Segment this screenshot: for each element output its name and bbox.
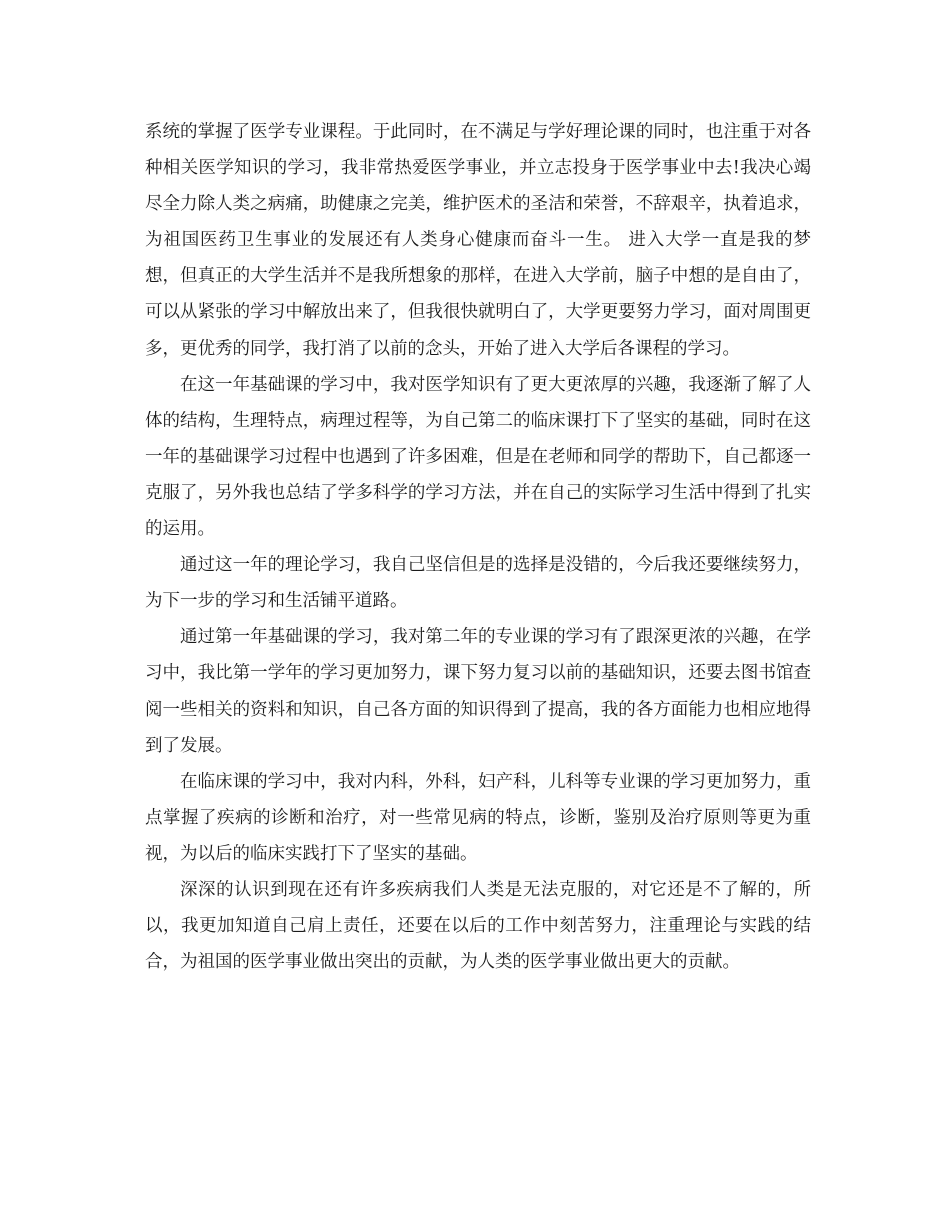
paragraph-2: 在这一年基础课的学习中，我对医学知识有了更大更浓厚的兴趣，我逐渐了解了人体的结构，生理特点，病理过程等，为自己第二的临床课打下了坚实的基础，同时在这一年的基础课学习过程中也遇到了许多困难，但是在老师和同学的帮助下，自己都逐一克服了，另外我也总结了学多科学的学习方法，并在自己的实际学习生活中得到了扎实的运用。 [145,374,811,540]
document-body [145,114,811,980]
paragraph-1: 系统的掌握了医学专业课程。于此同时，在不满足与学好理论课的同时，也注重于对各种相关医学知识的学习，我非常热爱医学事业，并立志投身于医学事业中去!我决心竭尽全力除人类之病痛，助健康之完美，维护医术的圣洁和荣誉，不辞艰辛，执着追求，为祖国医药卫生事业的发展还有人类身心健康而奋斗一生。 进入大学一直是我的梦想，但真正的大学生活并不是我所想象的那样，在进入大学前，脑子中想的是自由了，可以从紧张的学习中解放出来了，但我很快就明白了，大学更要努力学习，面对周围更多，更优秀的同学，我打消了以前的念头，开始了进入大学后各课程的学习。 [145,122,811,359]
paragraph-4: 通过第一年基础课的学习，我对第二年的专业课的学习有了跟深更浓的兴趣，在学习中，我比第一学年的学习更加努力，课下努力复习以前的基础知识，还要去图书馆查阅一些相关的资料和知识，自己各方面的知识得到了提高，我的各方面能力也相应地得到了发展。 [145,627,811,756]
paragraph-6: 深深的认识到现在还有许多疾病我们人类是无法克服的，对它还是不了解的，所以，我更加知道自己肩上责任，还要在以后的工作中刻苦努力，注重理论与实践的结合，为祖国的医学事业做出突出的贡献，为人类的医学事业做出更大的贡献。 [145,879,811,973]
paragraph-3: 通过这一年的理论学习，我自己坚信但是的选择是没错的，今后我还要继续努力，为下一步的学习和生活铺平道路。 [145,555,811,612]
paragraph-5: 在临床课的学习中，我对内科，外科，妇产科，儿科等专业课的学习更加努力，重点掌握了疾病的诊断和治疗，对一些常见病的特点，诊断，鉴别及治疗原则等更为重视，为以后的临床实践打下了坚实的基础。 [145,771,811,864]
